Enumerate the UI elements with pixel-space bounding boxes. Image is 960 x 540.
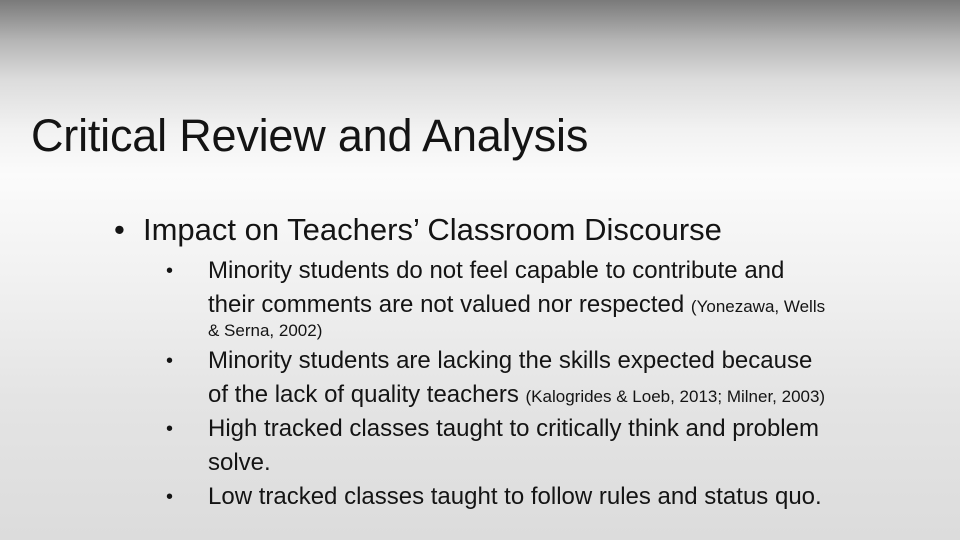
citation: (Yonezawa, Wells [690,297,826,316]
sub-bullet-text [208,344,950,414]
item-line: High tracked classes taught to critically think and problem [208,415,819,442]
sub-bullet-text [208,254,950,342]
bullet-icon: • [114,212,125,247]
sub-bullet-text [208,412,950,480]
bullet-icon: • [166,486,174,508]
item-line: Low tracked classes taught to follow rules and status quo. [208,483,822,510]
slide-title: Critical Review and Analysis [31,110,589,161]
item-line: their comments are not valued nor respected [208,291,691,318]
heading-text: Impact on Teachers’ Classroom Discourse [143,212,722,247]
sub-bullet-text [208,480,950,514]
citation: (Kalogrides & Loeb, 2013; Milner, 2003) [525,387,826,406]
heading-bullet-item [114,210,722,250]
item-line: of the lack of quality teachers [208,381,526,408]
citation: & Serna, 2002) [208,321,323,340]
item-line: solve. [208,449,271,476]
item-line: Minority students are lacking the skills expected because [208,347,813,374]
bullet-icon: • [166,260,174,282]
item-line: Minority students do not feel capable to contribute and [208,257,785,284]
bullet-icon: • [166,350,174,372]
bullet-icon: • [166,418,174,440]
